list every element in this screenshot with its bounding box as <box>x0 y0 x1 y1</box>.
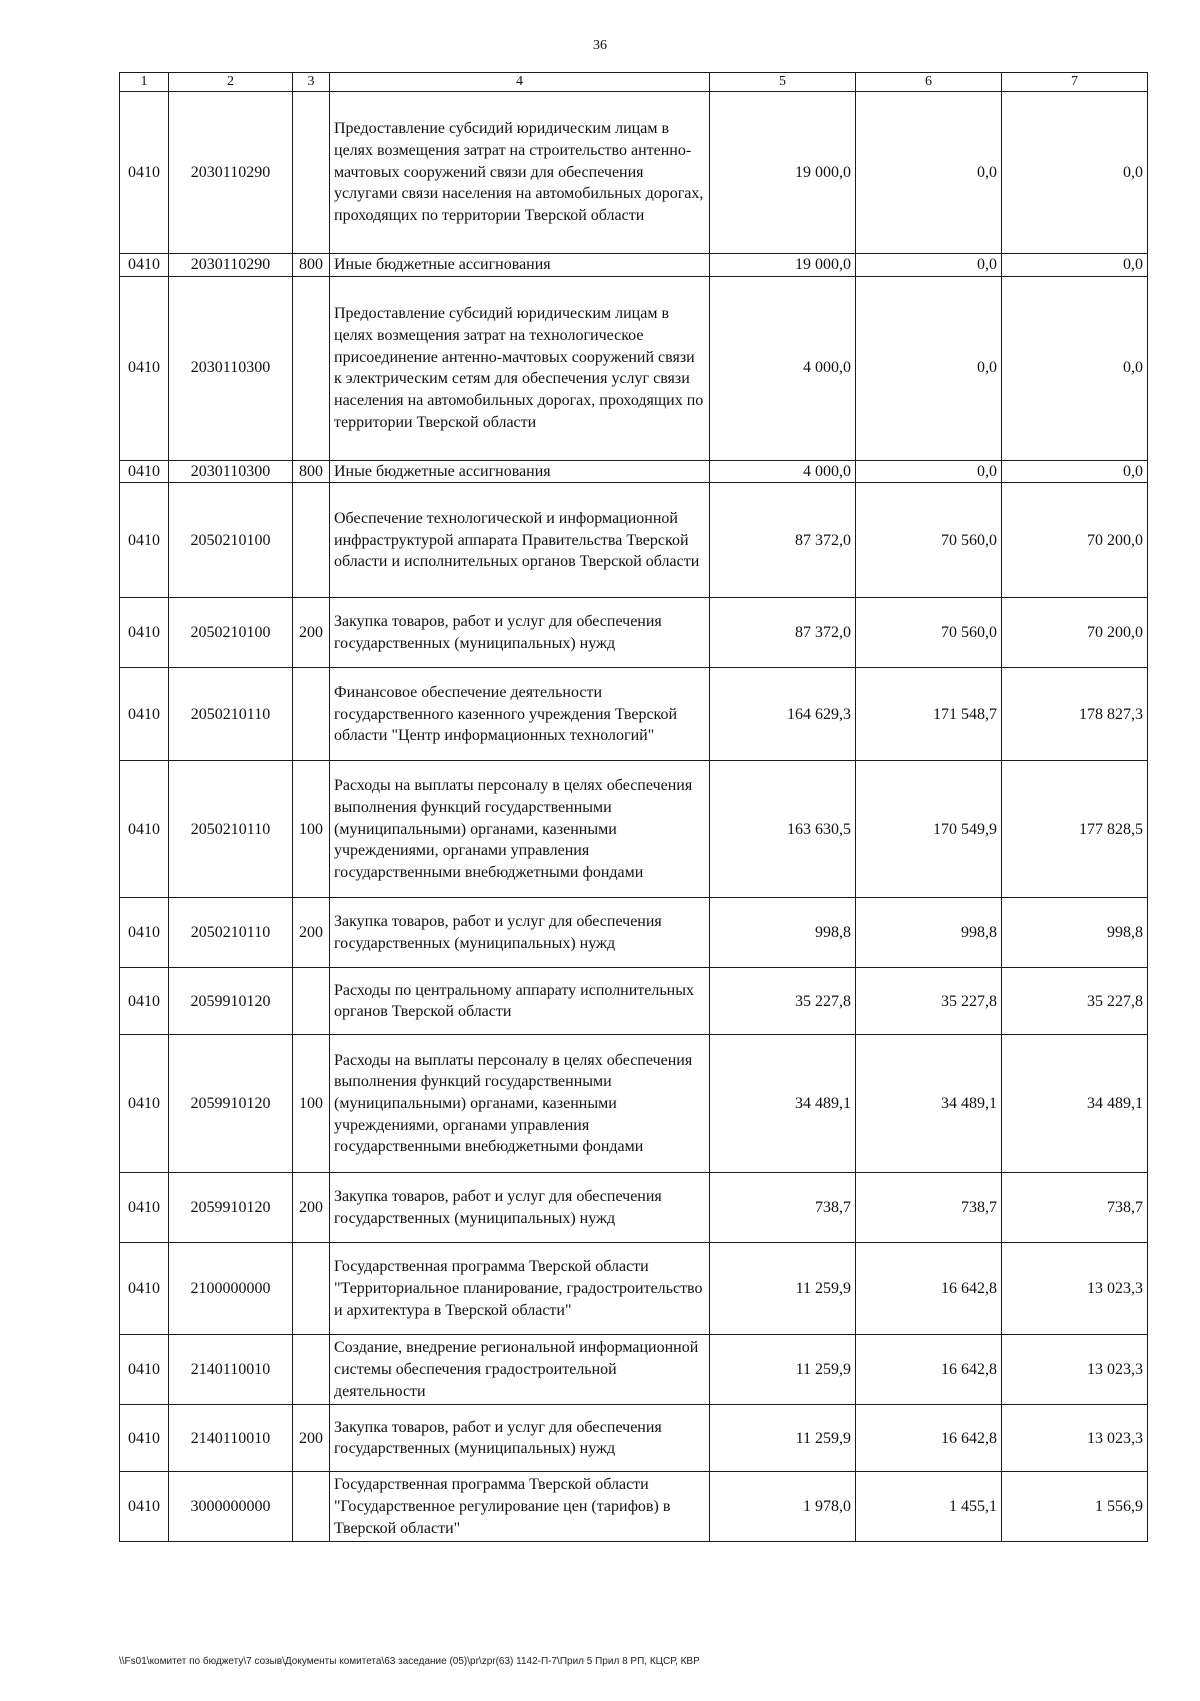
section-cell: 0410 <box>120 668 169 761</box>
column-header: 4 <box>330 73 710 92</box>
target-article-cell: 2050210100 <box>169 483 293 598</box>
amount-year3-cell: 35 227,8 <box>1002 968 1148 1035</box>
amount-year2-cell: 0,0 <box>856 276 1002 460</box>
table-row <box>120 898 1148 968</box>
file-path-footer: \\Fs01\комитет по бюджету\7 созыв\Документы комитета\63 заседание (05)\pr\zpr(63) 1142-П-7\Прил 5 Прил 8 РП, КЦСР, КВР <box>119 1656 700 1667</box>
name-cell: Финансовое обеспечение деятельности государственного казенного учреждения Тверской области "Центр информационных технологий" <box>330 668 710 761</box>
name-cell: Иные бюджетные ассигнования <box>330 254 710 277</box>
name-cell: Иные бюджетные ассигнования <box>330 460 710 483</box>
section-cell: 0410 <box>120 460 169 483</box>
amount-year3-cell: 178 827,3 <box>1002 668 1148 761</box>
amount-year1-cell: 164 629,3 <box>710 668 856 761</box>
section-cell: 0410 <box>120 1243 169 1335</box>
amount-year1-cell: 998,8 <box>710 898 856 968</box>
table-row <box>120 1405 1148 1472</box>
section-cell: 0410 <box>120 1335 169 1405</box>
amount-year2-cell: 16 642,8 <box>856 1335 1002 1405</box>
table-row <box>120 254 1148 277</box>
section-cell: 0410 <box>120 968 169 1035</box>
name-cell: Государственная программа Тверской области "Государственное регулирование цен (тарифов) в Тверской области" <box>330 1472 710 1542</box>
budget-table <box>119 72 1148 1542</box>
amount-year1-cell: 19 000,0 <box>710 92 856 254</box>
table-row <box>120 92 1148 254</box>
target-article-cell: 2140110010 <box>169 1335 293 1405</box>
column-header: 2 <box>169 73 293 92</box>
table-row <box>120 968 1148 1035</box>
expense-type-cell: 100 <box>293 761 330 898</box>
column-header: 1 <box>120 73 169 92</box>
target-article-cell: 2050210110 <box>169 761 293 898</box>
amount-year1-cell: 11 259,9 <box>710 1243 856 1335</box>
amount-year3-cell: 0,0 <box>1002 460 1148 483</box>
target-article-cell: 2030110290 <box>169 254 293 277</box>
name-cell: Закупка товаров, работ и услуг для обеспечения государственных (муниципальных) нужд <box>330 598 710 668</box>
amount-year3-cell: 13 023,3 <box>1002 1405 1148 1472</box>
amount-year1-cell: 35 227,8 <box>710 968 856 1035</box>
name-cell: Закупка товаров, работ и услуг для обеспечения государственных (муниципальных) нужд <box>330 898 710 968</box>
target-article-cell: 2059910120 <box>169 1173 293 1243</box>
target-article-cell: 2030110290 <box>169 92 293 254</box>
expense-type-cell <box>293 1335 330 1405</box>
section-cell: 0410 <box>120 761 169 898</box>
table-row <box>120 1472 1148 1542</box>
amount-year2-cell: 738,7 <box>856 1173 1002 1243</box>
target-article-cell: 2050210100 <box>169 598 293 668</box>
amount-year3-cell: 177 828,5 <box>1002 761 1148 898</box>
name-cell: Предоставление субсидий юридическим лицам в целях возмещения затрат на технологическое присоединение антенно-мачтовых сооружений связи к электрическим сетям для обеспечения услуг связи населения на автомобильных дорогах, проходящих по территории Тверской области <box>330 276 710 460</box>
amount-year2-cell: 70 560,0 <box>856 598 1002 668</box>
expense-type-cell <box>293 968 330 1035</box>
target-article-cell: 2140110010 <box>169 1405 293 1472</box>
column-header: 5 <box>710 73 856 92</box>
table-row <box>120 1035 1148 1173</box>
name-cell: Закупка товаров, работ и услуг для обеспечения государственных (муниципальных) нужд <box>330 1405 710 1472</box>
expense-type-cell <box>293 668 330 761</box>
expense-type-cell <box>293 1243 330 1335</box>
name-cell: Создание, внедрение региональной информационной системы обеспечения градостроительной деятельности <box>330 1335 710 1405</box>
table-row <box>120 598 1148 668</box>
amount-year3-cell: 0,0 <box>1002 92 1148 254</box>
section-cell: 0410 <box>120 276 169 460</box>
amount-year1-cell: 87 372,0 <box>710 483 856 598</box>
column-number-row <box>120 73 1148 92</box>
amount-year1-cell: 34 489,1 <box>710 1035 856 1173</box>
amount-year3-cell: 34 489,1 <box>1002 1035 1148 1173</box>
table-row <box>120 761 1148 898</box>
amount-year1-cell: 87 372,0 <box>710 598 856 668</box>
amount-year2-cell: 0,0 <box>856 92 1002 254</box>
expense-type-cell <box>293 276 330 460</box>
amount-year3-cell: 13 023,3 <box>1002 1335 1148 1405</box>
amount-year3-cell: 738,7 <box>1002 1173 1148 1243</box>
table-row <box>120 1335 1148 1405</box>
section-cell: 0410 <box>120 1173 169 1243</box>
page-number: 36 <box>593 38 607 53</box>
amount-year2-cell: 171 548,7 <box>856 668 1002 761</box>
amount-year2-cell: 70 560,0 <box>856 483 1002 598</box>
amount-year1-cell: 19 000,0 <box>710 254 856 277</box>
column-header: 7 <box>1002 73 1148 92</box>
amount-year2-cell: 16 642,8 <box>856 1405 1002 1472</box>
amount-year1-cell: 163 630,5 <box>710 761 856 898</box>
section-cell: 0410 <box>120 898 169 968</box>
name-cell: Обеспечение технологической и информационной инфраструктурой аппарата Правительства Тверской области и исполнительных органов Тверской области <box>330 483 710 598</box>
amount-year3-cell: 70 200,0 <box>1002 483 1148 598</box>
target-article-cell: 2050210110 <box>169 898 293 968</box>
amount-year2-cell: 35 227,8 <box>856 968 1002 1035</box>
target-article-cell: 2030110300 <box>169 276 293 460</box>
expense-type-cell: 200 <box>293 598 330 668</box>
amount-year3-cell: 13 023,3 <box>1002 1243 1148 1335</box>
column-header: 6 <box>856 73 1002 92</box>
expense-type-cell: 200 <box>293 1173 330 1243</box>
amount-year1-cell: 4 000,0 <box>710 276 856 460</box>
amount-year2-cell: 1 455,1 <box>856 1472 1002 1542</box>
amount-year2-cell: 16 642,8 <box>856 1243 1002 1335</box>
section-cell: 0410 <box>120 598 169 668</box>
amount-year2-cell: 34 489,1 <box>856 1035 1002 1173</box>
target-article-cell: 2059910120 <box>169 1035 293 1173</box>
name-cell: Расходы на выплаты персоналу в целях обеспечения выполнения функций государственными (муниципальными) органами, казенными учреждениями, органами управления государственными внебюджетными фондами <box>330 761 710 898</box>
expense-type-cell <box>293 1472 330 1542</box>
section-cell: 0410 <box>120 1035 169 1173</box>
name-cell: Расходы по центральному аппарату исполнительных органов Тверской области <box>330 968 710 1035</box>
name-cell: Предоставление субсидий юридическим лицам в целях возмещения затрат на строительство антенно-мачтовых сооружений связи для обеспечения услугами связи населения на автомобильных дорогах, проходящих по территории Тверской области <box>330 92 710 254</box>
table-row <box>120 668 1148 761</box>
section-cell: 0410 <box>120 483 169 598</box>
amount-year3-cell: 0,0 <box>1002 276 1148 460</box>
amount-year3-cell: 70 200,0 <box>1002 598 1148 668</box>
expense-type-cell: 800 <box>293 254 330 277</box>
expense-type-cell: 100 <box>293 1035 330 1173</box>
section-cell: 0410 <box>120 1405 169 1472</box>
amount-year2-cell: 998,8 <box>856 898 1002 968</box>
amount-year2-cell: 0,0 <box>856 254 1002 277</box>
target-article-cell: 2100000000 <box>169 1243 293 1335</box>
amount-year2-cell: 170 549,9 <box>856 761 1002 898</box>
table-row <box>120 460 1148 483</box>
amount-year3-cell: 1 556,9 <box>1002 1472 1148 1542</box>
amount-year1-cell: 738,7 <box>710 1173 856 1243</box>
expense-type-cell: 200 <box>293 898 330 968</box>
name-cell: Закупка товаров, работ и услуг для обеспечения государственных (муниципальных) нужд <box>330 1173 710 1243</box>
target-article-cell: 2030110300 <box>169 460 293 483</box>
amount-year1-cell: 1 978,0 <box>710 1472 856 1542</box>
section-cell: 0410 <box>120 254 169 277</box>
name-cell: Государственная программа Тверской области "Территориальное планирование, градостроительство и архитектура в Тверской области" <box>330 1243 710 1335</box>
table-row <box>120 1243 1148 1335</box>
amount-year1-cell: 11 259,9 <box>710 1335 856 1405</box>
table-row <box>120 276 1148 460</box>
target-article-cell: 3000000000 <box>169 1472 293 1542</box>
amount-year1-cell: 11 259,9 <box>710 1405 856 1472</box>
amount-year3-cell: 0,0 <box>1002 254 1148 277</box>
expense-type-cell <box>293 92 330 254</box>
column-header: 3 <box>293 73 330 92</box>
table-row <box>120 1173 1148 1243</box>
expense-type-cell: 200 <box>293 1405 330 1472</box>
target-article-cell: 2059910120 <box>169 968 293 1035</box>
section-cell: 0410 <box>120 92 169 254</box>
target-article-cell: 2050210110 <box>169 668 293 761</box>
name-cell: Расходы на выплаты персоналу в целях обеспечения выполнения функций государственными (муниципальными) органами, казенными учреждениями, органами управления государственными внебюджетными фондами <box>330 1035 710 1173</box>
expense-type-cell <box>293 483 330 598</box>
table-row <box>120 483 1148 598</box>
amount-year3-cell: 998,8 <box>1002 898 1148 968</box>
amount-year2-cell: 0,0 <box>856 460 1002 483</box>
section-cell: 0410 <box>120 1472 169 1542</box>
expense-type-cell: 800 <box>293 460 330 483</box>
amount-year1-cell: 4 000,0 <box>710 460 856 483</box>
